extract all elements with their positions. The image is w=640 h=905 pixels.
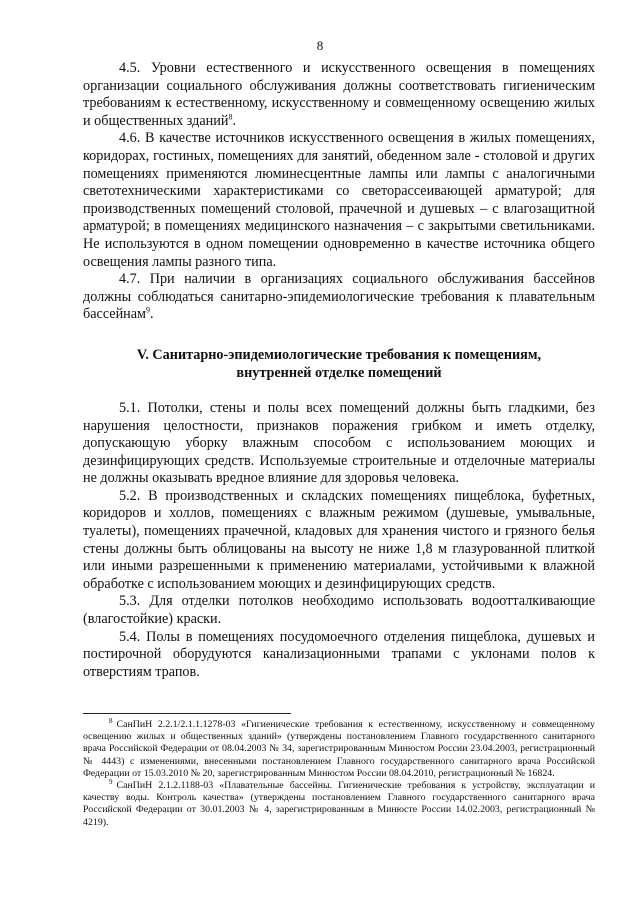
section-heading-line-1: V. Санитарно-эпидемиологические требования к помещениям, bbox=[136, 346, 542, 363]
page-number: 8 bbox=[316, 38, 324, 53]
paragraph-4-6: 4.6. В качестве источников искусственного освещения в жилых помещениях, коридорах, гостиных, помещениях для занятий, обеденном зале - столовой и других помещениях применяются люминесцентные лампы или лампы с аналогичными светотехническими характеристиками со светорассеивающей арматурой; для производственных помещений столовой, прачечной и душевых – с влагозащитной арматурой; в помещениях медицинского назначения – с закрытыми светильниками. Не используются в одном помещении одновременно в качестве источника общего освещения лампы разного типа. bbox=[83, 130, 595, 270]
footnote-ref-9[interactable]: 9 bbox=[146, 305, 151, 315]
footnotes bbox=[83, 716, 595, 829]
footnote-mark: 8 bbox=[109, 716, 113, 725]
footnote-separator bbox=[83, 713, 291, 714]
paragraph-5-1: 5.1. Потолки, стены и полы всех помещений должны быть гладкими, без нарушения целостности, признаков поражения грибком и иметь отделку, допускающую уборку влажным способом с использованием моющих и дезинфицирующих средств. Используемые строительные и отделочные материалы не должны оказывать вредное влияние для здоровья человека. bbox=[83, 399, 595, 487]
footnote-ref-8[interactable]: 8 bbox=[228, 112, 233, 122]
footnote-9: $^9$ СанПиН 2.1.2.1188-03 «Плавательные бассейны. Гигиенические требования к устройству, эксплуатации и качеству воды. Контроль качества» (утверждены постановлением Главного государственного санитарного врача Российской Федерации от 30.01.2003 № 4, зарегистрированным в Минюсте России 14.02.2003, регистрационный № 4219). bbox=[83, 777, 595, 828]
paragraph-5-2: 5.2. В производственных и складских помещениях пищеблока, буфетных, коридоров и холлов, помещениях с влажным режимом (душевые, умывальные, туалеты), помещениях прачечной, кладовых для хранения чистого и грязного белья стены должны быть облицованы на высоту не ниже 1,8 м глазурованной плиткой или иными разрешенными к применению материалами, устойчивыми к влажной обработке с использованием моющих и дезинфицирующих средств. bbox=[83, 487, 595, 592]
section-heading bbox=[83, 346, 595, 382]
paragraph-5-4: 5.4. Полы в помещениях посудомоечного отделения пищеблока, душевых и постирочной оборудуются канализационными трапами с уклонами полов к отверстиям трапов. bbox=[83, 628, 595, 680]
document-body bbox=[83, 60, 595, 681]
footnote-mark: 9 bbox=[109, 777, 113, 786]
section-heading-line-2: внутренней отделке помещений bbox=[236, 364, 442, 381]
paragraph-5-3: 5.3. Для отделки потолков необходимо использовать водоотталкивающие (влагостойкие) краски. bbox=[83, 593, 595, 628]
paragraph-4-5: 4.5. Уровни естественного и искусственного освещения в помещениях организации социального обслуживания должны соответствовать гигиеническим требованиям к естественному, искусственному и совмещенному освещению жилых и общественных зданий$^8$. bbox=[83, 60, 595, 129]
paragraph-4-7: 4.7. При наличии в организациях социального обслуживания бассейнов должны соблюдаться санитарно-эпидемиологические требования к плавательным бассейнам$^9$. bbox=[83, 271, 595, 323]
footnote-8: $^8$ СанПиН 2.2.1/2.1.1.1278-03 «Гигиенические требования к естественному, искусственному и совмещенному освещению жилых и общественных зданий» (утверждены постановлением Главного государственного санитарного врача Российской Федерации от 08.04.2003 № 34, зарегистрированным Минюстом России 23.04.2003, регистрационный № 4443) с изменениями, внесенными постановлением Главного государственного санитарного врача Российской Федерации от 15.03.2010 № 20, зарегистрированным Минюстом России 08.04.2010, регистрационный № 16824. bbox=[83, 716, 595, 779]
